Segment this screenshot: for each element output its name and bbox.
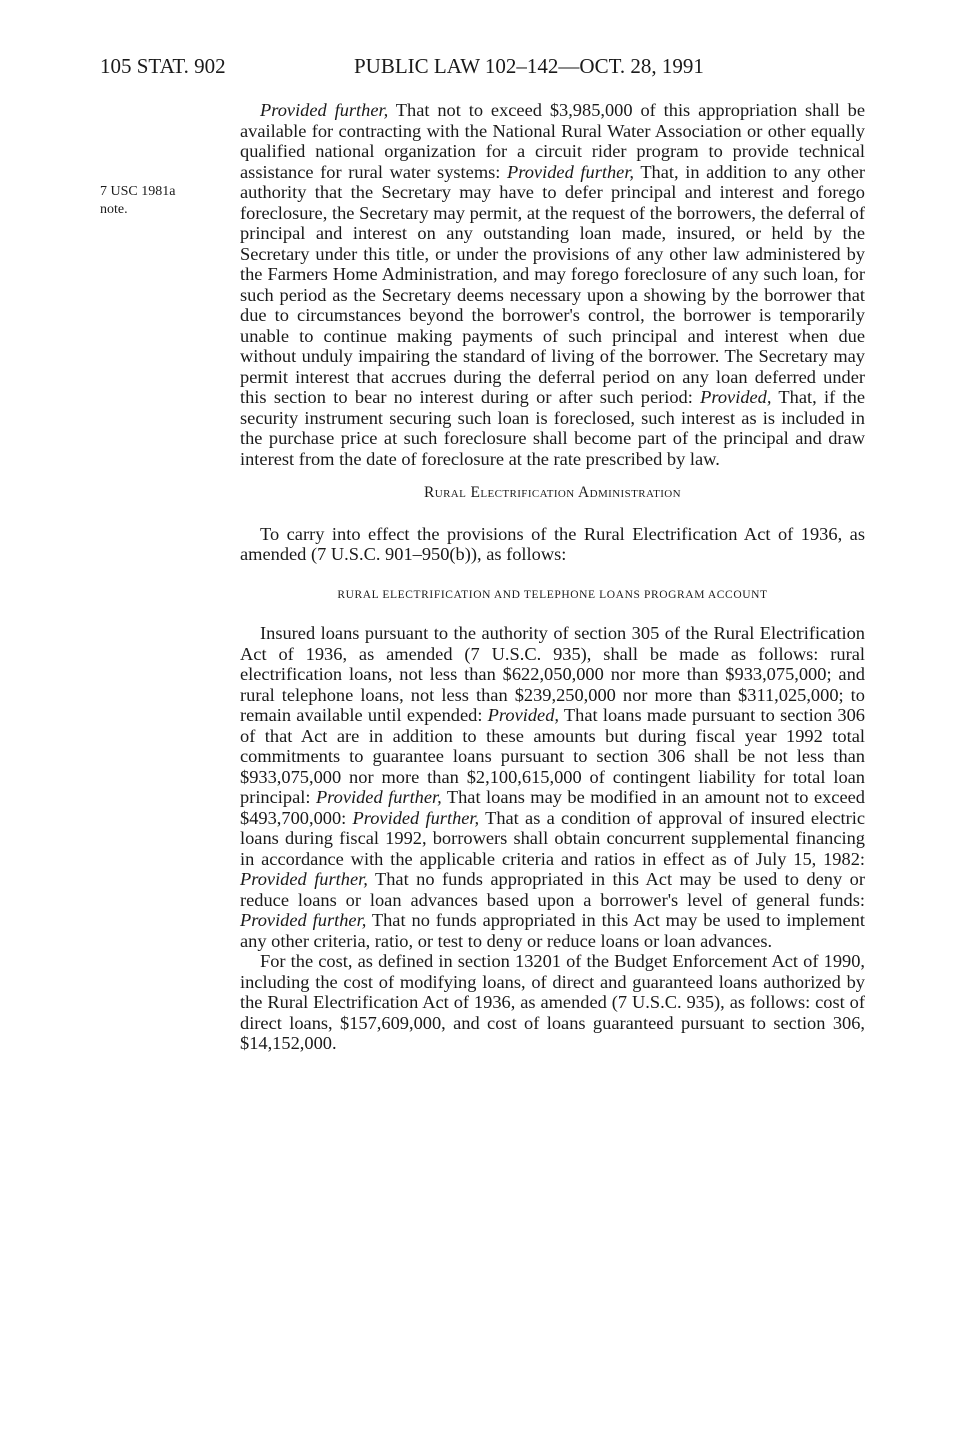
paragraph-text: That, if the security instrument securing such loan is foreclosed, such interest as is included in the purchase price at such foreclosure shall become part of the principal and draw interest from the date of foreclosure at the rate prescribed by law.	[240, 387, 866, 469]
paragraph-text: That loans may be modified in an amount not to exceed $493,700,000:	[240, 787, 865, 828]
proviso-italic: Provided further,	[315, 787, 442, 807]
paragraph-rea-intro: To carry into effect the provisions of the Rural Electrification Act of 1936, as amended (7 U.S.C. 901–950(b)), as follows:	[240, 523, 865, 564]
paragraph-text: That no funds appropriated in this Act may be used to deny or reduce loans or loan advances based upon a borrower's level of general funds:	[240, 869, 865, 910]
paragraph-deferral	[240, 100, 865, 469]
proviso-italic: Provided further,	[240, 910, 367, 930]
proviso-italic: Provided further,	[260, 100, 389, 120]
paragraph-text: That not to exceed $3,985,000 of this appropriation shall be available for contracting with the National Rural Water Association or other equally qualified national organization for a circuit rider program to provide technical assistance for rural water systems:	[240, 100, 865, 182]
proviso-italic: Provided further,	[507, 161, 635, 182]
proviso-italic: Provided,	[487, 705, 559, 725]
paragraph-text: That loans made pursuant to section 306 of that Act are in addition to these amounts but during fiscal year 1992 total commitments to guarantee loans pursuant to section 306 shall be not less than $933,075,000 nor more than $2,100,615,000 of contingent liability for total loan principal:	[240, 705, 865, 807]
body-text	[240, 100, 865, 1054]
agency-heading: Rural Electrification Administration	[423, 484, 681, 501]
paragraph-text: Insured loans pursuant to the authority of section 305 of the Rural Electrification Act of 1936, as amended (7 U.S.C. 935), shall be made as follows: rural electrification loans, not less than $622,050,000 nor more than $933,075,000; and rural telephone loans, not less than $239,250,000 nor more than $311,025,000; to remain available until expended:	[240, 623, 865, 725]
proviso-italic: Provided further,	[240, 869, 368, 889]
margin-note-label: note.	[100, 202, 128, 217]
public-law-title: PUBLIC LAW 102–142—OCT. 28, 1991	[354, 54, 704, 78]
margin-note	[100, 183, 220, 219]
paragraph-text: That as a condition of approval of insured electric loans during fiscal 1992, borrowers shall obtain concurrent supplemental financing in accordance with the applicable criteria and ratios in effect as of July 15, 1982:	[240, 807, 865, 869]
margin-note-citation: 7 USC 1981a	[100, 184, 176, 199]
paragraph-insured-loans	[240, 623, 865, 951]
proviso-italic: Provided further,	[352, 807, 480, 828]
page-header	[100, 46, 900, 86]
account-heading: RURAL ELECTRIFICATION AND TELEPHONE LOANS PROGRAM ACCOUNT	[337, 588, 768, 601]
paragraph-text: That no funds appropriated in this Act may be used to implement any other criteria, ratio, or test to deny or reduce loans or loan advances.	[240, 910, 865, 951]
statute-page-number: 105 STAT. 902	[100, 54, 226, 78]
paragraph-text: That, in addition to any other authority that the Secretary may have to defer principal and interest and forego foreclosure, the Secretary may permit, at the request of the borrowers, the deferral of principal and interest on any outstanding loan made, insured, or held by the Secretary under this title, or under the provisions of any other law administered by the Farmers Home Administration, and may forego foreclosure of any such loan, for such period as the Secretary deems necessary upon a showing by the borrower that due to circumstances beyond the borrower's control, the borrower is temporarily unable to continue making payments of such principal and interest when due without unduly impairing the standard of living of the borrower. The Secretary may permit interest that accrues during the deferral period on any loan deferred under this section to bear no interest during or after such period:	[240, 161, 865, 407]
proviso-italic: Provided,	[700, 387, 772, 407]
paragraph-loan-cost: For the cost, as defined in section 13201 of the Budget Enforcement Act of 1990, including the cost of modifying loans, of direct and guaranteed loans authorized by the Rural Electrification Act of 1936, as amended (7 U.S.C. 935), as follows: cost of direct loans, $157,609,000, and cost of loans guaranteed pursuant to section 306, $14,152,000.	[240, 951, 865, 1053]
